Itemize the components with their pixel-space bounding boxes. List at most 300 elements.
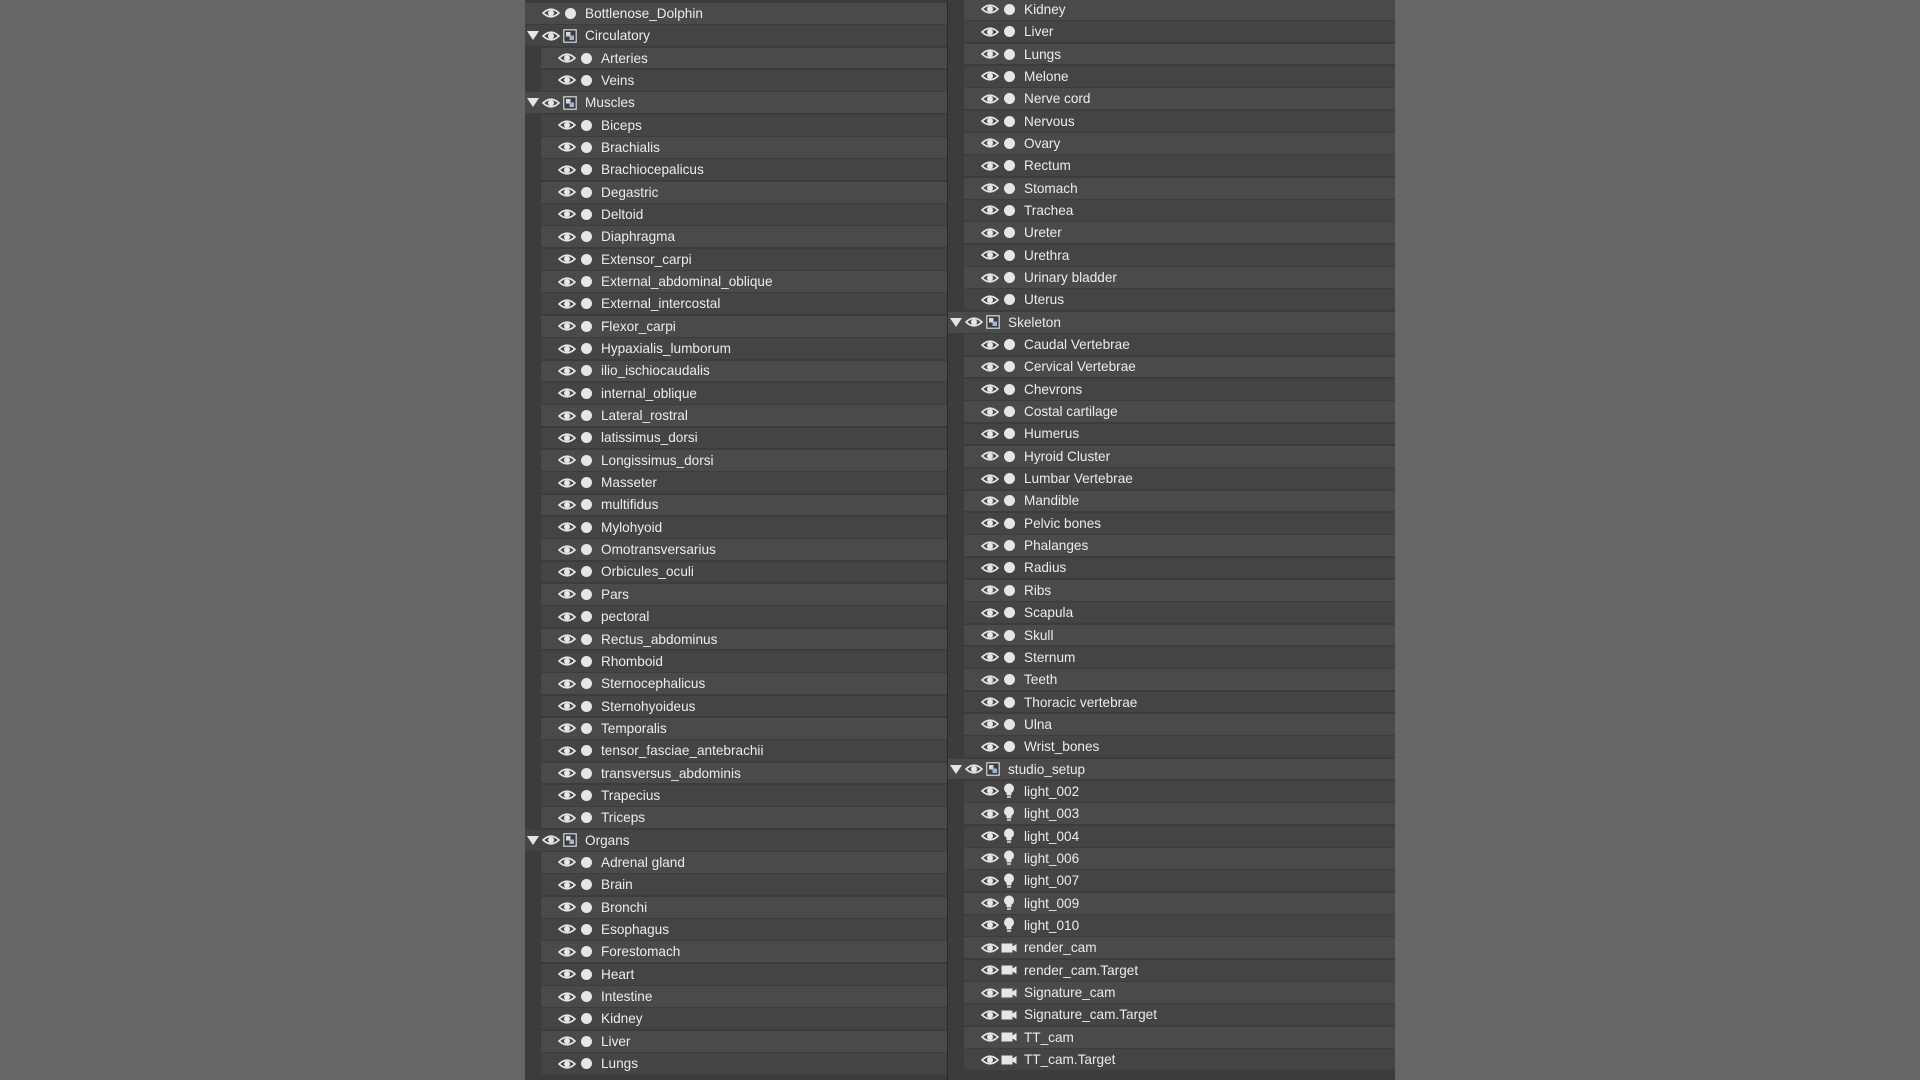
eye-icon[interactable] — [980, 1031, 1000, 1043]
tree-item-heart[interactable] — [525, 964, 947, 985]
eye-icon[interactable] — [557, 52, 577, 64]
dot-icon — [577, 544, 595, 555]
eye-icon[interactable] — [980, 540, 1000, 552]
indent-spacer — [948, 781, 964, 802]
item-label: Rectum — [1024, 158, 1071, 174]
tree-item-teeth[interactable] — [948, 669, 1395, 690]
tree-item-light-006[interactable] — [948, 848, 1395, 869]
indent-spacer — [948, 401, 964, 422]
eye-icon[interactable] — [980, 785, 1000, 797]
indent-spacer — [525, 807, 541, 828]
eye-icon[interactable] — [980, 852, 1000, 864]
eye-icon[interactable] — [557, 521, 577, 533]
tree-item-lungs[interactable] — [948, 44, 1395, 65]
eye-icon[interactable] — [980, 987, 1000, 999]
eye-icon[interactable] — [557, 611, 577, 623]
eye-icon[interactable] — [980, 450, 1000, 462]
eye-icon[interactable] — [557, 588, 577, 600]
tree-item-lateral-rostral[interactable] — [525, 405, 947, 426]
indent-spacer — [525, 204, 541, 225]
indent-spacer — [525, 584, 541, 605]
tree-item-arteries[interactable] — [525, 48, 947, 69]
dot-icon — [577, 343, 595, 354]
tree-item-light-004[interactable] — [948, 826, 1395, 847]
tree-item-cervical-vertebrae[interactable] — [948, 357, 1395, 378]
item-label: Arteries — [601, 50, 648, 66]
eye-icon[interactable] — [980, 137, 1000, 149]
tree-item-kidney[interactable] — [525, 1008, 947, 1029]
dot-icon — [1000, 741, 1018, 752]
eye-icon[interactable] — [557, 164, 577, 176]
eye-icon[interactable] — [980, 964, 1000, 976]
eye-icon[interactable] — [980, 294, 1000, 306]
tree-item-light-009[interactable] — [948, 893, 1395, 914]
indent-spacer — [525, 115, 541, 136]
indent-spacer — [948, 491, 964, 512]
eye-icon[interactable] — [557, 477, 577, 489]
eye-icon[interactable] — [557, 387, 577, 399]
indent-spacer — [948, 21, 964, 42]
dot-icon — [1000, 630, 1018, 641]
eye-icon[interactable] — [557, 655, 577, 667]
tree-item-pelvic-bones[interactable] — [948, 513, 1395, 534]
tree-item-orbicules-oculi[interactable] — [525, 562, 947, 583]
eye-icon[interactable] — [557, 119, 577, 131]
tree-item-ribs[interactable] — [948, 580, 1395, 601]
item-label: tensor_fasciae_antebrachii — [601, 743, 764, 759]
expand-triangle-icon[interactable] — [525, 98, 541, 107]
eye-icon[interactable] — [980, 428, 1000, 440]
tree-item-nervous[interactable] — [948, 111, 1395, 132]
eye-icon[interactable] — [557, 141, 577, 153]
tree-item-light-010[interactable] — [948, 915, 1395, 936]
tree-item-omotransversarius[interactable] — [525, 539, 947, 560]
item-label: Deltoid — [601, 206, 644, 222]
eye-icon[interactable] — [964, 763, 984, 775]
tree-item-rhomboid[interactable] — [525, 651, 947, 672]
indent-spacer — [525, 182, 541, 203]
eye-icon[interactable] — [557, 767, 577, 779]
eye-icon[interactable] — [980, 741, 1000, 753]
item-label: Sternocephalicus — [601, 676, 706, 692]
tree-item-extensor-carpi[interactable] — [525, 249, 947, 270]
eye-icon[interactable] — [557, 432, 577, 444]
eye-icon[interactable] — [557, 365, 577, 377]
item-label: Intestine — [601, 989, 653, 1005]
eye-icon[interactable] — [557, 74, 577, 86]
expand-triangle-icon[interactable] — [525, 836, 541, 845]
dot-icon — [577, 701, 595, 712]
eye-icon[interactable] — [980, 182, 1000, 194]
eye-icon[interactable] — [541, 834, 561, 846]
camera-icon — [1000, 1031, 1018, 1043]
tree-item-light-007[interactable] — [948, 870, 1395, 891]
tree-item-brachialis[interactable] — [525, 137, 947, 158]
tree-item-render-cam-target[interactable] — [948, 960, 1395, 981]
indent-spacer — [525, 450, 541, 471]
group-row-muscles[interactable] — [525, 92, 947, 113]
group-row-studio-setup[interactable] — [948, 759, 1395, 780]
tree-item-esophagus[interactable] — [525, 919, 947, 940]
tree-item-nerve-cord[interactable] — [948, 88, 1395, 109]
tree-item-intestine[interactable] — [525, 986, 947, 1007]
eye-icon[interactable] — [557, 923, 577, 935]
tree-item-kidney[interactable] — [948, 0, 1395, 20]
tree-item-mandible[interactable] — [948, 491, 1395, 512]
indent-spacer — [525, 338, 541, 359]
group-row-bottlenose-dolphin[interactable] — [525, 3, 947, 24]
tree-item-phalanges[interactable] — [948, 535, 1395, 556]
tree-item-sternum[interactable] — [948, 647, 1395, 668]
tree-item-sternohyoideus[interactable] — [525, 696, 947, 717]
item-label: Bronchi — [601, 899, 648, 915]
item-label: Veins — [601, 72, 635, 88]
eye-icon[interactable] — [980, 696, 1000, 708]
tree-item-melone[interactable] — [948, 66, 1395, 87]
indent-spacer — [948, 44, 964, 65]
eye-icon[interactable] — [980, 875, 1000, 887]
tree-item-uterus[interactable] — [948, 289, 1395, 310]
eye-icon[interactable] — [980, 93, 1000, 105]
eye-icon[interactable] — [980, 674, 1000, 686]
tree-item-diaphragma[interactable] — [525, 226, 947, 247]
tree-item-light-002[interactable] — [948, 781, 1395, 802]
tree-item-lungs[interactable] — [525, 1053, 947, 1074]
tree-item-triceps[interactable] — [525, 807, 947, 828]
tree-item-forestomach[interactable] — [525, 941, 947, 962]
eye-icon[interactable] — [980, 718, 1000, 730]
tree-item-deltoid[interactable] — [525, 204, 947, 225]
dot-icon — [1000, 428, 1018, 439]
eye-icon[interactable] — [980, 227, 1000, 239]
item-label: Bottlenose_Dolphin — [585, 5, 703, 21]
tree-item-liver[interactable] — [948, 21, 1395, 42]
item-label: Masseter — [601, 475, 657, 491]
eye-icon[interactable] — [557, 678, 577, 690]
item-label: latissimus_dorsi — [601, 430, 698, 446]
eye-icon[interactable] — [557, 1035, 577, 1047]
eye-icon[interactable] — [980, 26, 1000, 38]
tree-item-tt-cam[interactable] — [948, 1027, 1395, 1048]
item-label: Longissimus_dorsi — [601, 452, 714, 468]
item-label: Rhomboid — [601, 653, 663, 669]
eye-icon[interactable] — [980, 3, 1000, 15]
light-bulb-icon — [1000, 806, 1018, 822]
tree-item-humerus[interactable] — [948, 424, 1395, 445]
tree-item-temporalis[interactable] — [525, 718, 947, 739]
scene-explorer-right-panel — [948, 0, 1395, 1080]
dot-icon — [577, 611, 595, 622]
indent-spacer — [948, 669, 964, 690]
eye-icon[interactable] — [557, 544, 577, 556]
dot-icon — [577, 1013, 595, 1024]
tree-item-tensor-fasciae-antebrachii[interactable] — [525, 740, 947, 761]
tree-item-adrenal-gland[interactable] — [525, 852, 947, 873]
expand-triangle-icon[interactable] — [525, 31, 541, 40]
eye-icon[interactable] — [557, 812, 577, 824]
eye-icon[interactable] — [557, 991, 577, 1003]
tree-item-radius[interactable] — [948, 558, 1395, 579]
eye-icon[interactable] — [557, 1058, 577, 1070]
tree-item-render-cam[interactable] — [948, 937, 1395, 958]
indent-spacer — [525, 673, 541, 694]
tree-item-trachea[interactable] — [948, 200, 1395, 221]
eye-icon[interactable] — [980, 204, 1000, 216]
eye-icon[interactable] — [980, 830, 1000, 842]
group-row-organs[interactable] — [525, 830, 947, 851]
eye-icon[interactable] — [557, 231, 577, 243]
tree-item-bronchi[interactable] — [525, 897, 947, 918]
camera-icon — [1000, 987, 1018, 999]
eye-icon[interactable] — [980, 473, 1000, 485]
eye-icon[interactable] — [980, 1009, 1000, 1021]
indent-spacer — [525, 1008, 541, 1029]
tree-item-hyroid-cluster[interactable] — [948, 446, 1395, 467]
eye-icon[interactable] — [980, 48, 1000, 60]
tree-item-longissimus-dorsi[interactable] — [525, 450, 947, 471]
group-row-circulatory[interactable] — [525, 25, 947, 46]
eye-icon[interactable] — [557, 700, 577, 712]
eye-icon[interactable] — [980, 584, 1000, 596]
tree-item-trapecius[interactable] — [525, 785, 947, 806]
eye-icon[interactable] — [980, 942, 1000, 954]
tree-item-ureter[interactable] — [948, 222, 1395, 243]
eye-icon[interactable] — [980, 70, 1000, 82]
tree-item-thoracic-vertebrae[interactable] — [948, 692, 1395, 713]
eye-icon[interactable] — [557, 186, 577, 198]
tree-item-chevrons[interactable] — [948, 379, 1395, 400]
dot-icon — [577, 745, 595, 756]
dot-icon — [1000, 697, 1018, 708]
tree-item-rectus-abdominus[interactable] — [525, 629, 947, 650]
tree-item-pars[interactable] — [525, 584, 947, 605]
indent-spacer — [948, 960, 964, 981]
eye-icon[interactable] — [980, 808, 1000, 820]
tree-item-signature-cam[interactable] — [948, 982, 1395, 1003]
eye-icon[interactable] — [980, 562, 1000, 574]
tree-item-degastric[interactable] — [525, 182, 947, 203]
dot-icon — [577, 522, 595, 533]
tree-item-multifidus[interactable] — [525, 495, 947, 516]
tree-item-internal-oblique[interactable] — [525, 383, 947, 404]
tree-item-pectoral[interactable] — [525, 606, 947, 627]
dot-icon — [577, 187, 595, 198]
eye-icon[interactable] — [557, 1013, 577, 1025]
item-label: Wrist_bones — [1024, 739, 1100, 755]
tree-item-caudal-vertebrae[interactable] — [948, 334, 1395, 355]
eye-icon[interactable] — [557, 901, 577, 913]
item-label: Ureter — [1024, 225, 1062, 241]
tree-item-lumbar-vertebrae[interactable] — [948, 468, 1395, 489]
eye-icon[interactable] — [980, 160, 1000, 172]
indent-spacer — [525, 48, 541, 69]
eye-icon[interactable] — [980, 651, 1000, 663]
camera-icon — [1000, 942, 1018, 954]
item-label: Chevrons — [1024, 381, 1083, 397]
tree-item-scapula[interactable] — [948, 602, 1395, 623]
dot-icon — [1000, 652, 1018, 663]
dot-icon — [561, 8, 579, 19]
item-label: Liver — [1024, 24, 1054, 40]
tree-item-flexor-carpi[interactable] — [525, 316, 947, 337]
eye-icon[interactable] — [980, 115, 1000, 127]
eye-icon[interactable] — [557, 856, 577, 868]
tree-item-masseter[interactable] — [525, 472, 947, 493]
eye-icon[interactable] — [557, 566, 577, 578]
eye-icon[interactable] — [980, 361, 1000, 373]
dot-icon — [1000, 272, 1018, 283]
eye-icon[interactable] — [557, 722, 577, 734]
tree-item-stomach[interactable] — [948, 178, 1395, 199]
indent-spacer — [525, 539, 541, 560]
indent-spacer — [525, 785, 541, 806]
indent-spacer — [525, 383, 541, 404]
tree-item-brain[interactable] — [525, 874, 947, 895]
eye-icon[interactable] — [980, 406, 1000, 418]
eye-icon[interactable] — [557, 253, 577, 265]
indent-spacer — [948, 267, 964, 288]
indent-spacer — [948, 535, 964, 556]
item-label: Costal cartilage — [1024, 404, 1118, 420]
eye-icon[interactable] — [557, 946, 577, 958]
eye-icon[interactable] — [557, 276, 577, 288]
item-label: Melone — [1024, 68, 1069, 84]
eye-icon[interactable] — [980, 919, 1000, 931]
indent-spacer — [948, 0, 964, 20]
tree-item-sternocephalicus[interactable] — [525, 673, 947, 694]
tree-item-wrist-bones[interactable] — [948, 736, 1395, 757]
dot-icon — [577, 723, 595, 734]
item-label: TT_cam — [1024, 1029, 1074, 1045]
tree-item-veins[interactable] — [525, 70, 947, 91]
tree-item-rectum[interactable] — [948, 155, 1395, 176]
group-row-skeleton[interactable] — [948, 312, 1395, 333]
dot-icon — [1000, 205, 1018, 216]
dot-icon — [577, 75, 595, 86]
tree-item-external-intercostal[interactable] — [525, 293, 947, 314]
eye-icon[interactable] — [541, 30, 561, 42]
eye-icon[interactable] — [980, 1054, 1000, 1066]
dot-icon — [577, 589, 595, 600]
eye-icon[interactable] — [557, 454, 577, 466]
tree-item-costal-cartilage[interactable] — [948, 401, 1395, 422]
eye-icon[interactable] — [980, 897, 1000, 909]
dot-icon — [577, 1036, 595, 1047]
eye-icon[interactable] — [980, 249, 1000, 261]
tree-item-mylohyoid[interactable] — [525, 517, 947, 538]
dot-icon — [577, 164, 595, 175]
indent-spacer — [948, 558, 964, 579]
tree-item-signature-cam-target[interactable] — [948, 1004, 1395, 1025]
indent-spacer — [525, 316, 541, 337]
light-bulb-icon — [1000, 917, 1018, 933]
item-label: light_004 — [1024, 828, 1080, 844]
tree-item-ovary[interactable] — [948, 133, 1395, 154]
expand-triangle-icon[interactable] — [948, 765, 964, 774]
tree-item-brachiocepalicus[interactable] — [525, 159, 947, 180]
tree-item-light-003[interactable] — [948, 803, 1395, 824]
item-label: Mandible — [1024, 493, 1080, 509]
eye-icon[interactable] — [541, 7, 561, 19]
eye-icon[interactable] — [557, 320, 577, 332]
eye-icon[interactable] — [557, 410, 577, 422]
item-label: Signature_cam — [1024, 985, 1116, 1001]
eye-icon[interactable] — [980, 339, 1000, 351]
item-label: Adrenal gland — [601, 854, 685, 870]
tree-item-urethra[interactable] — [948, 245, 1395, 266]
tree-item-ulna[interactable] — [948, 714, 1395, 735]
eye-icon[interactable] — [980, 272, 1000, 284]
item-label: Rectus_abdominus — [601, 631, 718, 647]
eye-icon[interactable] — [557, 298, 577, 310]
eye-icon[interactable] — [980, 629, 1000, 641]
eye-icon[interactable] — [980, 495, 1000, 507]
item-label: transversus_abdominis — [601, 765, 741, 781]
eye-icon[interactable] — [980, 383, 1000, 395]
dot-icon — [577, 477, 595, 488]
eye-icon[interactable] — [964, 316, 984, 328]
indent-spacer — [948, 222, 964, 243]
indent-spacer — [948, 88, 964, 109]
eye-icon[interactable] — [557, 208, 577, 220]
item-label: Extensor_carpi — [601, 251, 692, 267]
indent-spacer — [948, 736, 964, 757]
dot-icon — [577, 991, 595, 1002]
tree-item-tt-cam-target[interactable] — [948, 1049, 1395, 1070]
item-label: Radius — [1024, 560, 1067, 576]
tree-item-liver[interactable] — [525, 1031, 947, 1052]
item-label: Circulatory — [585, 28, 650, 44]
item-label: light_002 — [1024, 783, 1080, 799]
eye-icon[interactable] — [980, 607, 1000, 619]
indent-spacer — [525, 763, 541, 784]
eye-icon[interactable] — [980, 517, 1000, 529]
expand-triangle-icon[interactable] — [948, 318, 964, 327]
tree-item-ilio-ischiocaudalis[interactable] — [525, 361, 947, 382]
indent-spacer — [525, 226, 541, 247]
item-label: Lateral_rostral — [601, 408, 688, 424]
indent-spacer — [948, 848, 964, 869]
tree-item-hypaxialis-lumborum[interactable] — [525, 338, 947, 359]
indent-spacer — [948, 803, 964, 824]
item-label: Brain — [601, 877, 633, 893]
dot-icon — [577, 410, 595, 421]
eye-icon[interactable] — [541, 97, 561, 109]
dot-icon — [1000, 138, 1018, 149]
indent-spacer — [525, 405, 541, 426]
eye-icon[interactable] — [557, 343, 577, 355]
eye-icon[interactable] — [557, 499, 577, 511]
eye-icon[interactable] — [557, 879, 577, 891]
indent-spacer — [948, 468, 964, 489]
dot-icon — [1000, 406, 1018, 417]
eye-icon[interactable] — [557, 968, 577, 980]
dot-icon — [1000, 719, 1018, 730]
tree-item-external-abdominal-oblique[interactable] — [525, 271, 947, 292]
tree-item-biceps[interactable] — [525, 115, 947, 136]
tree-item-urinary-bladder[interactable] — [948, 267, 1395, 288]
indent-spacer — [525, 249, 541, 270]
eye-icon[interactable] — [557, 633, 577, 645]
tree-item-transversus-abdominis[interactable] — [525, 763, 947, 784]
dot-icon — [577, 946, 595, 957]
eye-icon[interactable] — [557, 789, 577, 801]
tree-item-latissimus-dorsi[interactable] — [525, 428, 947, 449]
tree-item-skull[interactable] — [948, 625, 1395, 646]
item-label: light_009 — [1024, 895, 1080, 911]
item-label: External_intercostal — [601, 296, 721, 312]
eye-icon[interactable] — [557, 745, 577, 757]
